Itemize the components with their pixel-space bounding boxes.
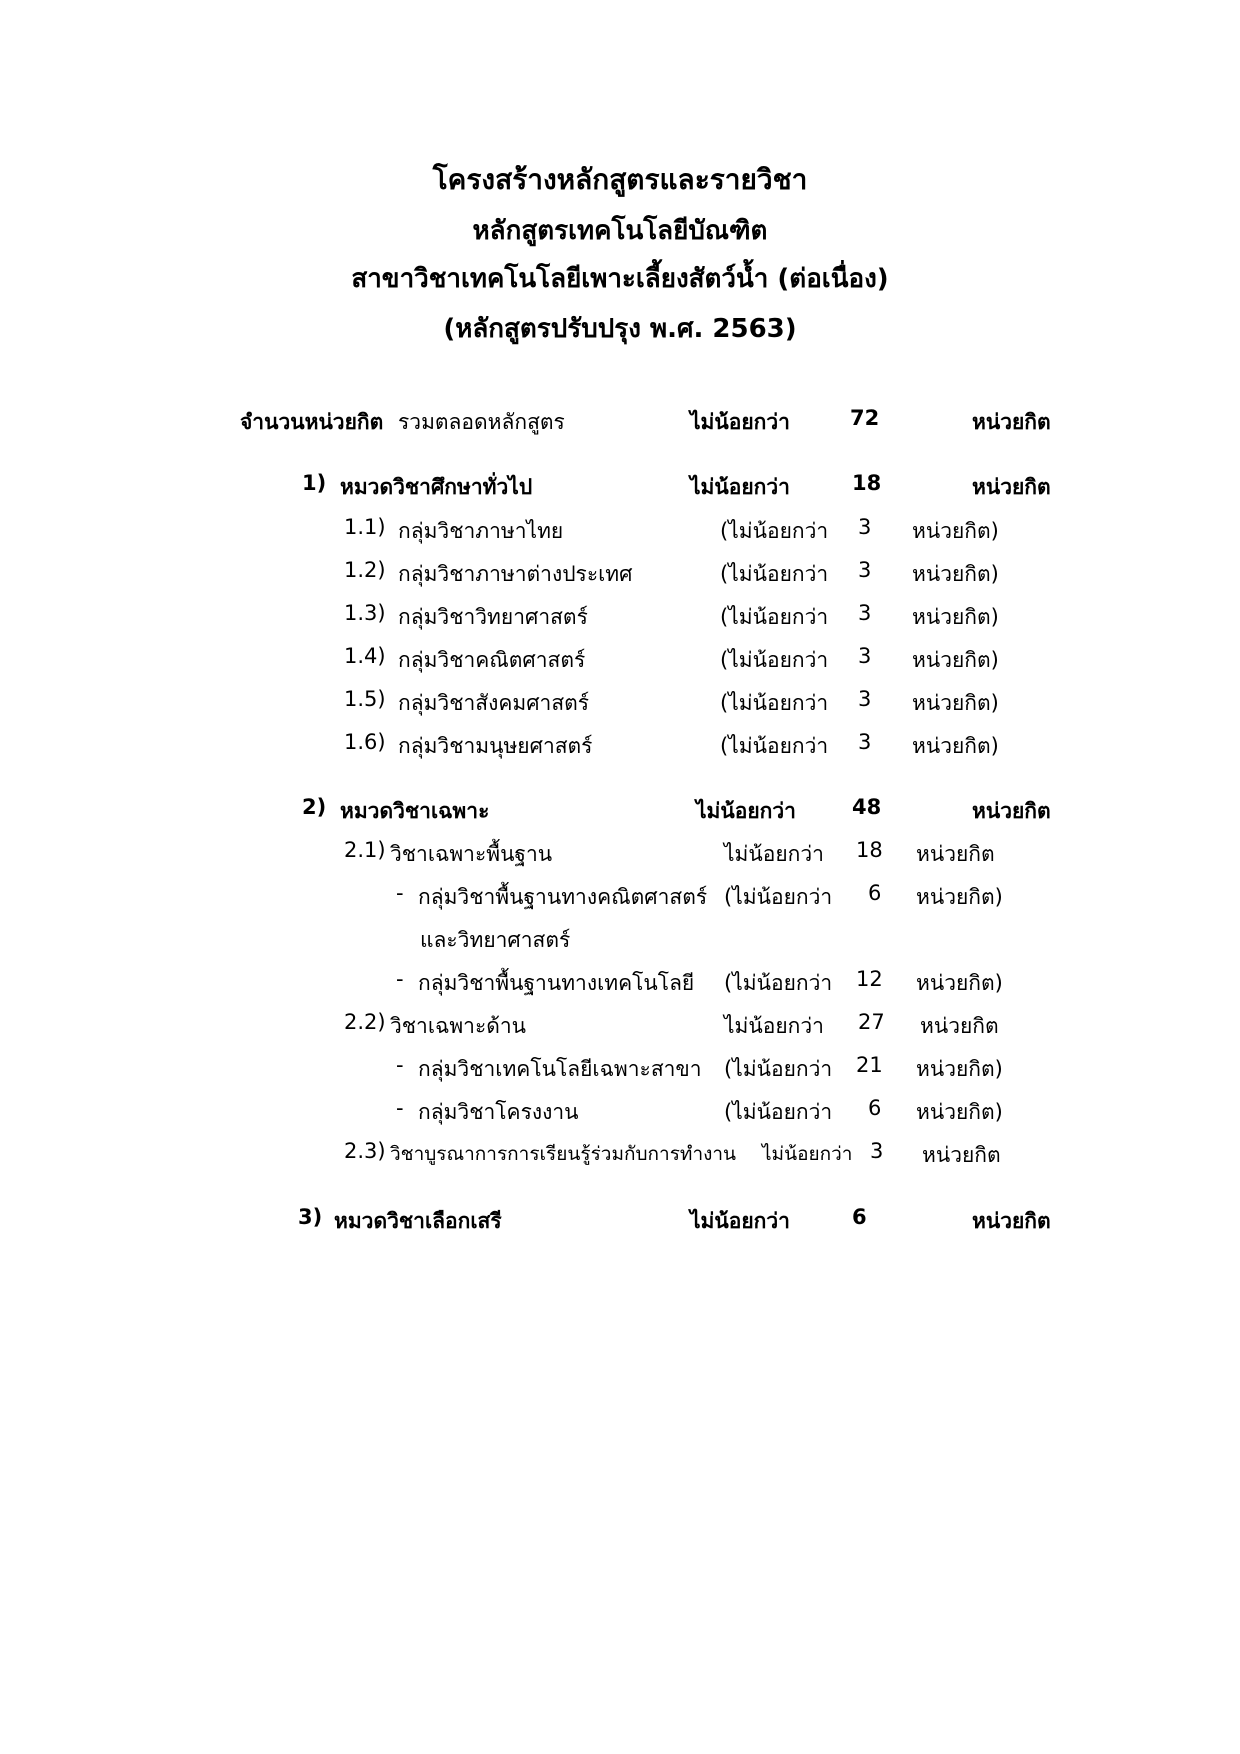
subgroup-name: วิชาเฉพาะด้าน xyxy=(390,1014,527,1038)
revision-note: (หลักสูตรปรับปรุง พ.ศ. 2563) xyxy=(443,314,797,344)
group-number: 1.3) xyxy=(344,601,386,625)
group-name: กลุ่มวิชาสังคมศาสตร์ xyxy=(398,691,590,715)
document-title: โครงสร้างหลักสูตรและรายวิชา xyxy=(432,163,808,196)
group-row xyxy=(0,730,1240,766)
total-credits-row xyxy=(0,406,1240,442)
subgroup-credits: 27 xyxy=(858,1010,885,1034)
course-group-name: กลุ่มวิชาโครงงาน xyxy=(418,1100,579,1124)
group-name: กลุ่มวิชามนุษยศาสตร์ xyxy=(398,734,593,758)
course-group-unit: หน่วยกิต) xyxy=(916,885,1003,909)
course-group-name: กลุ่มวิชาพื้นฐานทางคณิตศาสตร์ xyxy=(418,885,708,909)
group-credits: 3 xyxy=(858,644,872,668)
group-row xyxy=(0,515,1240,551)
category-number: 1) xyxy=(302,471,327,495)
group-qualifier: (ไม่น้อยกว่า xyxy=(720,691,829,715)
group-qualifier: (ไม่น้อยกว่า xyxy=(720,734,829,758)
subgroup-qualifier: ไม่น้อยกว่า xyxy=(724,842,824,866)
course-group-row xyxy=(0,967,1240,1003)
category-unit: หน่วยกิต xyxy=(972,1209,1051,1233)
course-group-qualifier: (ไม่น้อยกว่า xyxy=(724,971,833,995)
category-name: หมวดวิชาเลือกเสรี xyxy=(334,1209,502,1233)
category-credits: 6 xyxy=(852,1205,867,1229)
category-number: 2) xyxy=(302,795,327,819)
group-row xyxy=(0,687,1240,723)
category-qualifier: ไม่น้อยกว่า xyxy=(690,475,790,499)
group-unit: หน่วยกิต) xyxy=(912,605,999,629)
total-sub-label: รวมตลอดหลักสูตร xyxy=(398,410,565,434)
group-number: 1.1) xyxy=(344,515,386,539)
course-group-qualifier: (ไม่น้อยกว่า xyxy=(724,885,833,909)
group-qualifier: (ไม่น้อยกว่า xyxy=(720,605,829,629)
subgroup-row xyxy=(0,1139,1240,1175)
group-unit: หน่วยกิต) xyxy=(912,691,999,715)
course-group-qualifier: (ไม่น้อยกว่า xyxy=(724,1057,833,1081)
category-row-free-elective xyxy=(0,1205,1240,1241)
subgroup-unit: หน่วยกิต xyxy=(916,842,995,866)
course-group-unit: หน่วยกิต) xyxy=(916,1100,1003,1124)
subgroup-number: 2.3) xyxy=(344,1139,386,1163)
major-name: สาขาวิชาเทคโนโลยีเพาะเลี้ยงสัตว์น้ำ (ต่อเนื่อง) xyxy=(351,264,889,294)
group-qualifier: (ไม่น้อยกว่า xyxy=(720,648,829,672)
course-group-row xyxy=(0,881,1240,917)
group-credits: 3 xyxy=(858,515,872,539)
item-dash: - xyxy=(396,881,404,905)
subgroup-name: วิชาบูรณาการการเรียนรู้ร่วมกับการทำงาน xyxy=(390,1143,737,1165)
category-qualifier: ไม่น้อยกว่า xyxy=(696,799,796,823)
subgroup-credits: 3 xyxy=(870,1139,884,1163)
course-group-unit: หน่วยกิต) xyxy=(916,971,1003,995)
category-row-general xyxy=(0,471,1240,507)
category-qualifier: ไม่น้อยกว่า xyxy=(690,1209,790,1233)
group-number: 1.2) xyxy=(344,558,386,582)
item-dash: - xyxy=(396,967,404,991)
course-group-unit: หน่วยกิต) xyxy=(916,1057,1003,1081)
group-credits: 3 xyxy=(858,687,872,711)
category-number: 3) xyxy=(298,1205,323,1229)
total-qualifier: ไม่น้อยกว่า xyxy=(690,410,790,434)
category-row-specific xyxy=(0,795,1240,831)
group-credits: 3 xyxy=(858,730,872,754)
group-unit: หน่วยกิต) xyxy=(912,519,999,543)
course-group-credits: 21 xyxy=(856,1053,883,1077)
group-qualifier: (ไม่น้อยกว่า xyxy=(720,519,829,543)
total-label: จำนวนหน่วยกิต xyxy=(240,410,384,434)
subgroup-credits: 18 xyxy=(856,838,883,862)
group-name: กลุ่มวิชาคณิตศาสตร์ xyxy=(398,648,586,672)
course-group-row-continued xyxy=(0,924,1240,960)
group-unit: หน่วยกิต) xyxy=(912,562,999,586)
category-name: หมวดวิชาศึกษาทั่วไป xyxy=(340,475,533,499)
course-group-name: กลุ่มวิชาเทคโนโลยีเฉพาะสาขา xyxy=(418,1057,702,1081)
category-credits: 18 xyxy=(852,471,882,495)
group-row xyxy=(0,644,1240,680)
subgroup-qualifier: ไม่น้อยกว่า xyxy=(762,1143,853,1165)
course-group-qualifier: (ไม่น้อยกว่า xyxy=(724,1100,833,1124)
course-group-row xyxy=(0,1053,1240,1089)
subgroup-name: วิชาเฉพาะพื้นฐาน xyxy=(390,842,553,866)
course-group-credits: 6 xyxy=(868,881,882,905)
category-unit: หน่วยกิต xyxy=(972,799,1051,823)
program-name: หลักสูตรเทคโนโลยีบัณฑิต xyxy=(472,216,768,246)
course-group-credits: 6 xyxy=(868,1096,882,1120)
course-group-name: กลุ่มวิชาพื้นฐานทางเทคโนโลยี xyxy=(418,971,695,995)
subgroup-unit: หน่วยกิต xyxy=(922,1143,1001,1167)
category-unit: หน่วยกิต xyxy=(972,475,1051,499)
group-qualifier: (ไม่น้อยกว่า xyxy=(720,562,829,586)
group-number: 1.4) xyxy=(344,644,386,668)
subgroup-number: 2.2) xyxy=(344,1010,386,1034)
group-number: 1.5) xyxy=(344,687,386,711)
course-group-credits: 12 xyxy=(856,967,883,991)
group-name: กลุ่มวิชาภาษาไทย xyxy=(398,519,564,543)
category-credits: 48 xyxy=(852,795,882,819)
group-unit: หน่วยกิต) xyxy=(912,648,999,672)
subgroup-unit: หน่วยกิต xyxy=(920,1014,999,1038)
group-name: กลุ่มวิชาวิทยาศาสตร์ xyxy=(398,605,588,629)
course-group-row xyxy=(0,1096,1240,1132)
subgroup-number: 2.1) xyxy=(344,838,386,862)
item-dash: - xyxy=(396,1096,404,1120)
subgroup-row xyxy=(0,1010,1240,1046)
course-group-name-continued: และวิทยาศาสตร์ xyxy=(420,928,571,952)
group-number: 1.6) xyxy=(344,730,386,754)
item-dash: - xyxy=(396,1053,404,1077)
group-name: กลุ่มวิชาภาษาต่างประเทศ xyxy=(398,562,633,586)
total-credits: 72 xyxy=(850,406,880,430)
total-unit: หน่วยกิต xyxy=(972,410,1051,434)
group-row xyxy=(0,601,1240,637)
group-credits: 3 xyxy=(858,601,872,625)
subgroup-qualifier: ไม่น้อยกว่า xyxy=(724,1014,824,1038)
group-row xyxy=(0,558,1240,594)
group-unit: หน่วยกิต) xyxy=(912,734,999,758)
subgroup-row xyxy=(0,838,1240,874)
group-credits: 3 xyxy=(858,558,872,582)
category-name: หมวดวิชาเฉพาะ xyxy=(340,799,490,823)
